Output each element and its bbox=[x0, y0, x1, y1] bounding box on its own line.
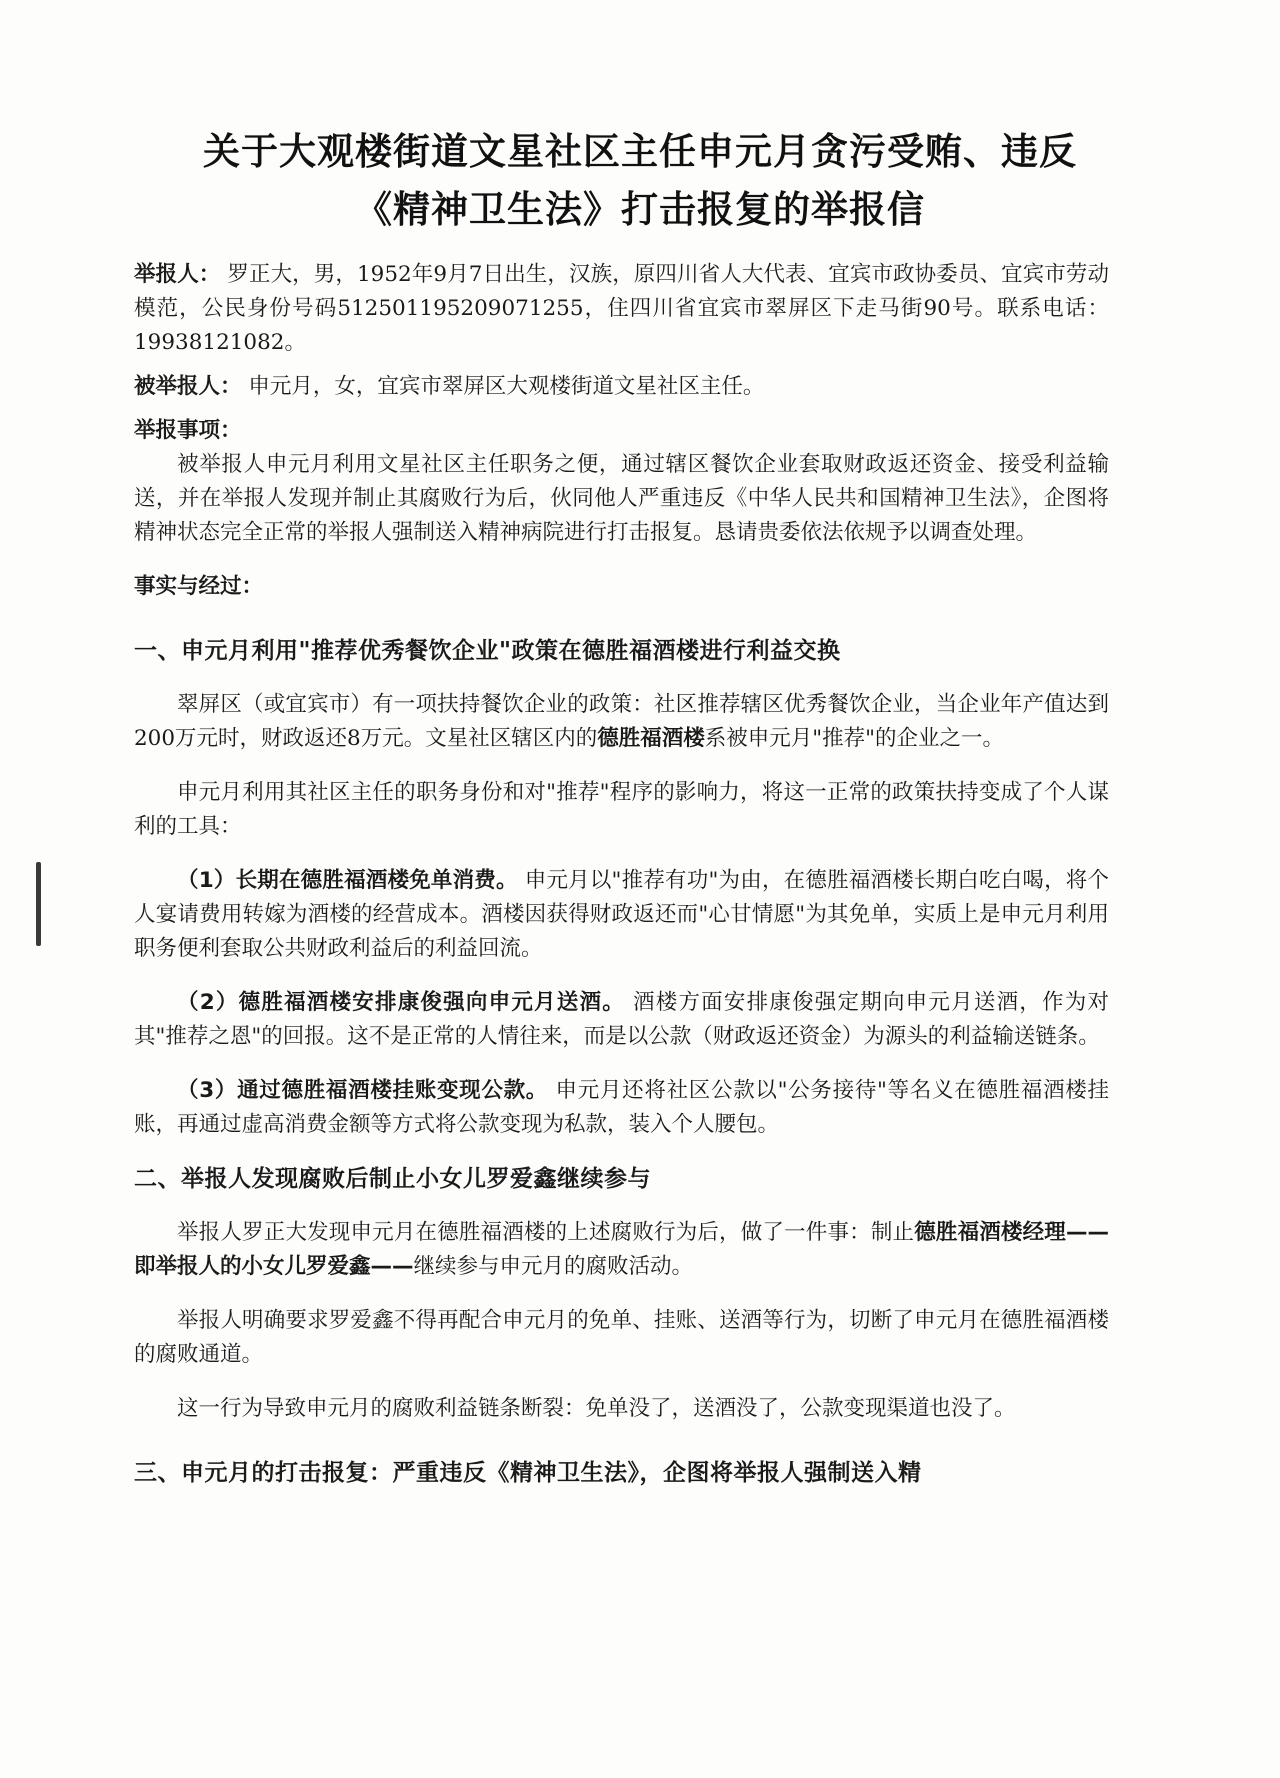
section2-paragraph3: 这一行为导致申元月的腐败利益链条断裂：免单没了，送酒没了，公款变现渠道也没了。 bbox=[177, 1396, 1016, 1421]
section1-paragraph2: 申元月利用其社区主任的职务身份和对"推荐"程序的影响力，将这一正常的政策扶持变成了个人谋利的工具： bbox=[134, 780, 1109, 839]
reporter-paragraph bbox=[134, 258, 1109, 360]
section2-paragraph2: 举报人明确要求罗爱鑫不得再配合申元月的免单、挂账、送酒等行为，切断了申元月在德胜福酒楼的腐败通道。 bbox=[134, 1308, 1109, 1367]
matters-label: 举报事项： bbox=[134, 418, 242, 443]
reported-paragraph bbox=[134, 370, 1109, 404]
matters-text: 被举报人申元月利用文星社区主任职务之便，通过辖区餐饮企业套取财政返还资金、接受利益输送，并在举报人发现并制止其腐败行为后，伙同他人严重违反《中华人民共和国精神卫生法》，企图将精神状态完全正常的举报人强制送入精神病院进行打击报复。恳请贵委依法依规予以调查处理。 bbox=[134, 452, 1109, 545]
document-title-line1: 关于大观楼街道文星社区主任申元月贪污受贿、违反 bbox=[203, 130, 1077, 173]
scan-artifact-mark bbox=[36, 862, 41, 946]
reporter-text: 罗正大，男，1952年9月7日出生，汉族，原四川省人大代表、宜宾市政协委员、宜宾市劳动模范，公民身份号码512501195209071255，住四川省宜宾市翠屏区下走马街90号。联系电话：19938121082。 bbox=[134, 262, 1109, 355]
reported-label: 被举报人： bbox=[134, 374, 242, 399]
facts-label: 事实与经过： bbox=[134, 574, 264, 599]
reporter-label: 举报人： bbox=[134, 262, 221, 287]
section1-item3: （3）通过德胜福酒楼挂账变现公款。 申元月还将社区公款以"公务接待"等名义在德胜福酒楼挂账，再通过虚高消费金额等方式将公款变现为私款，装入个人腰包。 bbox=[134, 1078, 1109, 1137]
section2-manager-note: 德胜福酒楼经理——即举报人的小女儿罗爱鑫—— bbox=[134, 1220, 1109, 1279]
section1-item1: （1）长期在德胜福酒楼免单消费。 申元月以"推荐有功"为由，在德胜福酒楼长期白吃白喝，将个人宴请费用转嫁为酒楼的经营成本。酒楼因获得财政返还而"心甘情愿"为其免单，实质上是申元月利用职务便利套取公共财政利益后的利益回流。 bbox=[134, 868, 1109, 961]
section1-restaurant-name: 德胜福酒楼 bbox=[597, 726, 705, 751]
document-title-line2: 《精神卫生法》打击报复的举报信 bbox=[355, 188, 925, 231]
reported-text: 申元月，女，宜宾市翠屏区大观楼街道文星社区主任。 bbox=[248, 374, 765, 399]
section2-paragraph1: 举报人罗正大发现申元月在德胜福酒楼的上述腐败行为后，做了一件事：制止德胜福酒楼经理——即举报人的小女儿罗爱鑫——继续参与申元月的腐败活动。 bbox=[134, 1220, 1109, 1279]
section2-heading: 二、举报人发现腐败后制止小女儿罗爱鑫继续参与 bbox=[134, 1166, 651, 1192]
section3-heading: 三、申元月的打击报复：严重违反《精神卫生法》，企图将举报人强制送入精 bbox=[134, 1460, 922, 1486]
section1-paragraph1: 翠屏区（或宜宾市）有一项扶持餐饮企业的政策：社区推荐辖区优秀餐饮企业，当企业年产值达到200万元时，财政返还8万元。文星社区辖区内的德胜福酒楼系被申元月"推荐"的企业之一。 bbox=[134, 692, 1109, 751]
section1-heading: 一、申元月利用"推荐优秀餐饮企业"政策在德胜福酒楼进行利益交换 bbox=[134, 638, 841, 664]
section1-item2: （2）德胜福酒楼安排康俊强向申元月送酒。 酒楼方面安排康俊强定期向申元月送酒，作为对其"推荐之恩"的回报。这不是正常的人情往来，而是以公款（财政返还资金）为源头的利益输送链条。 bbox=[134, 990, 1109, 1049]
document-body bbox=[134, 258, 1109, 1490]
